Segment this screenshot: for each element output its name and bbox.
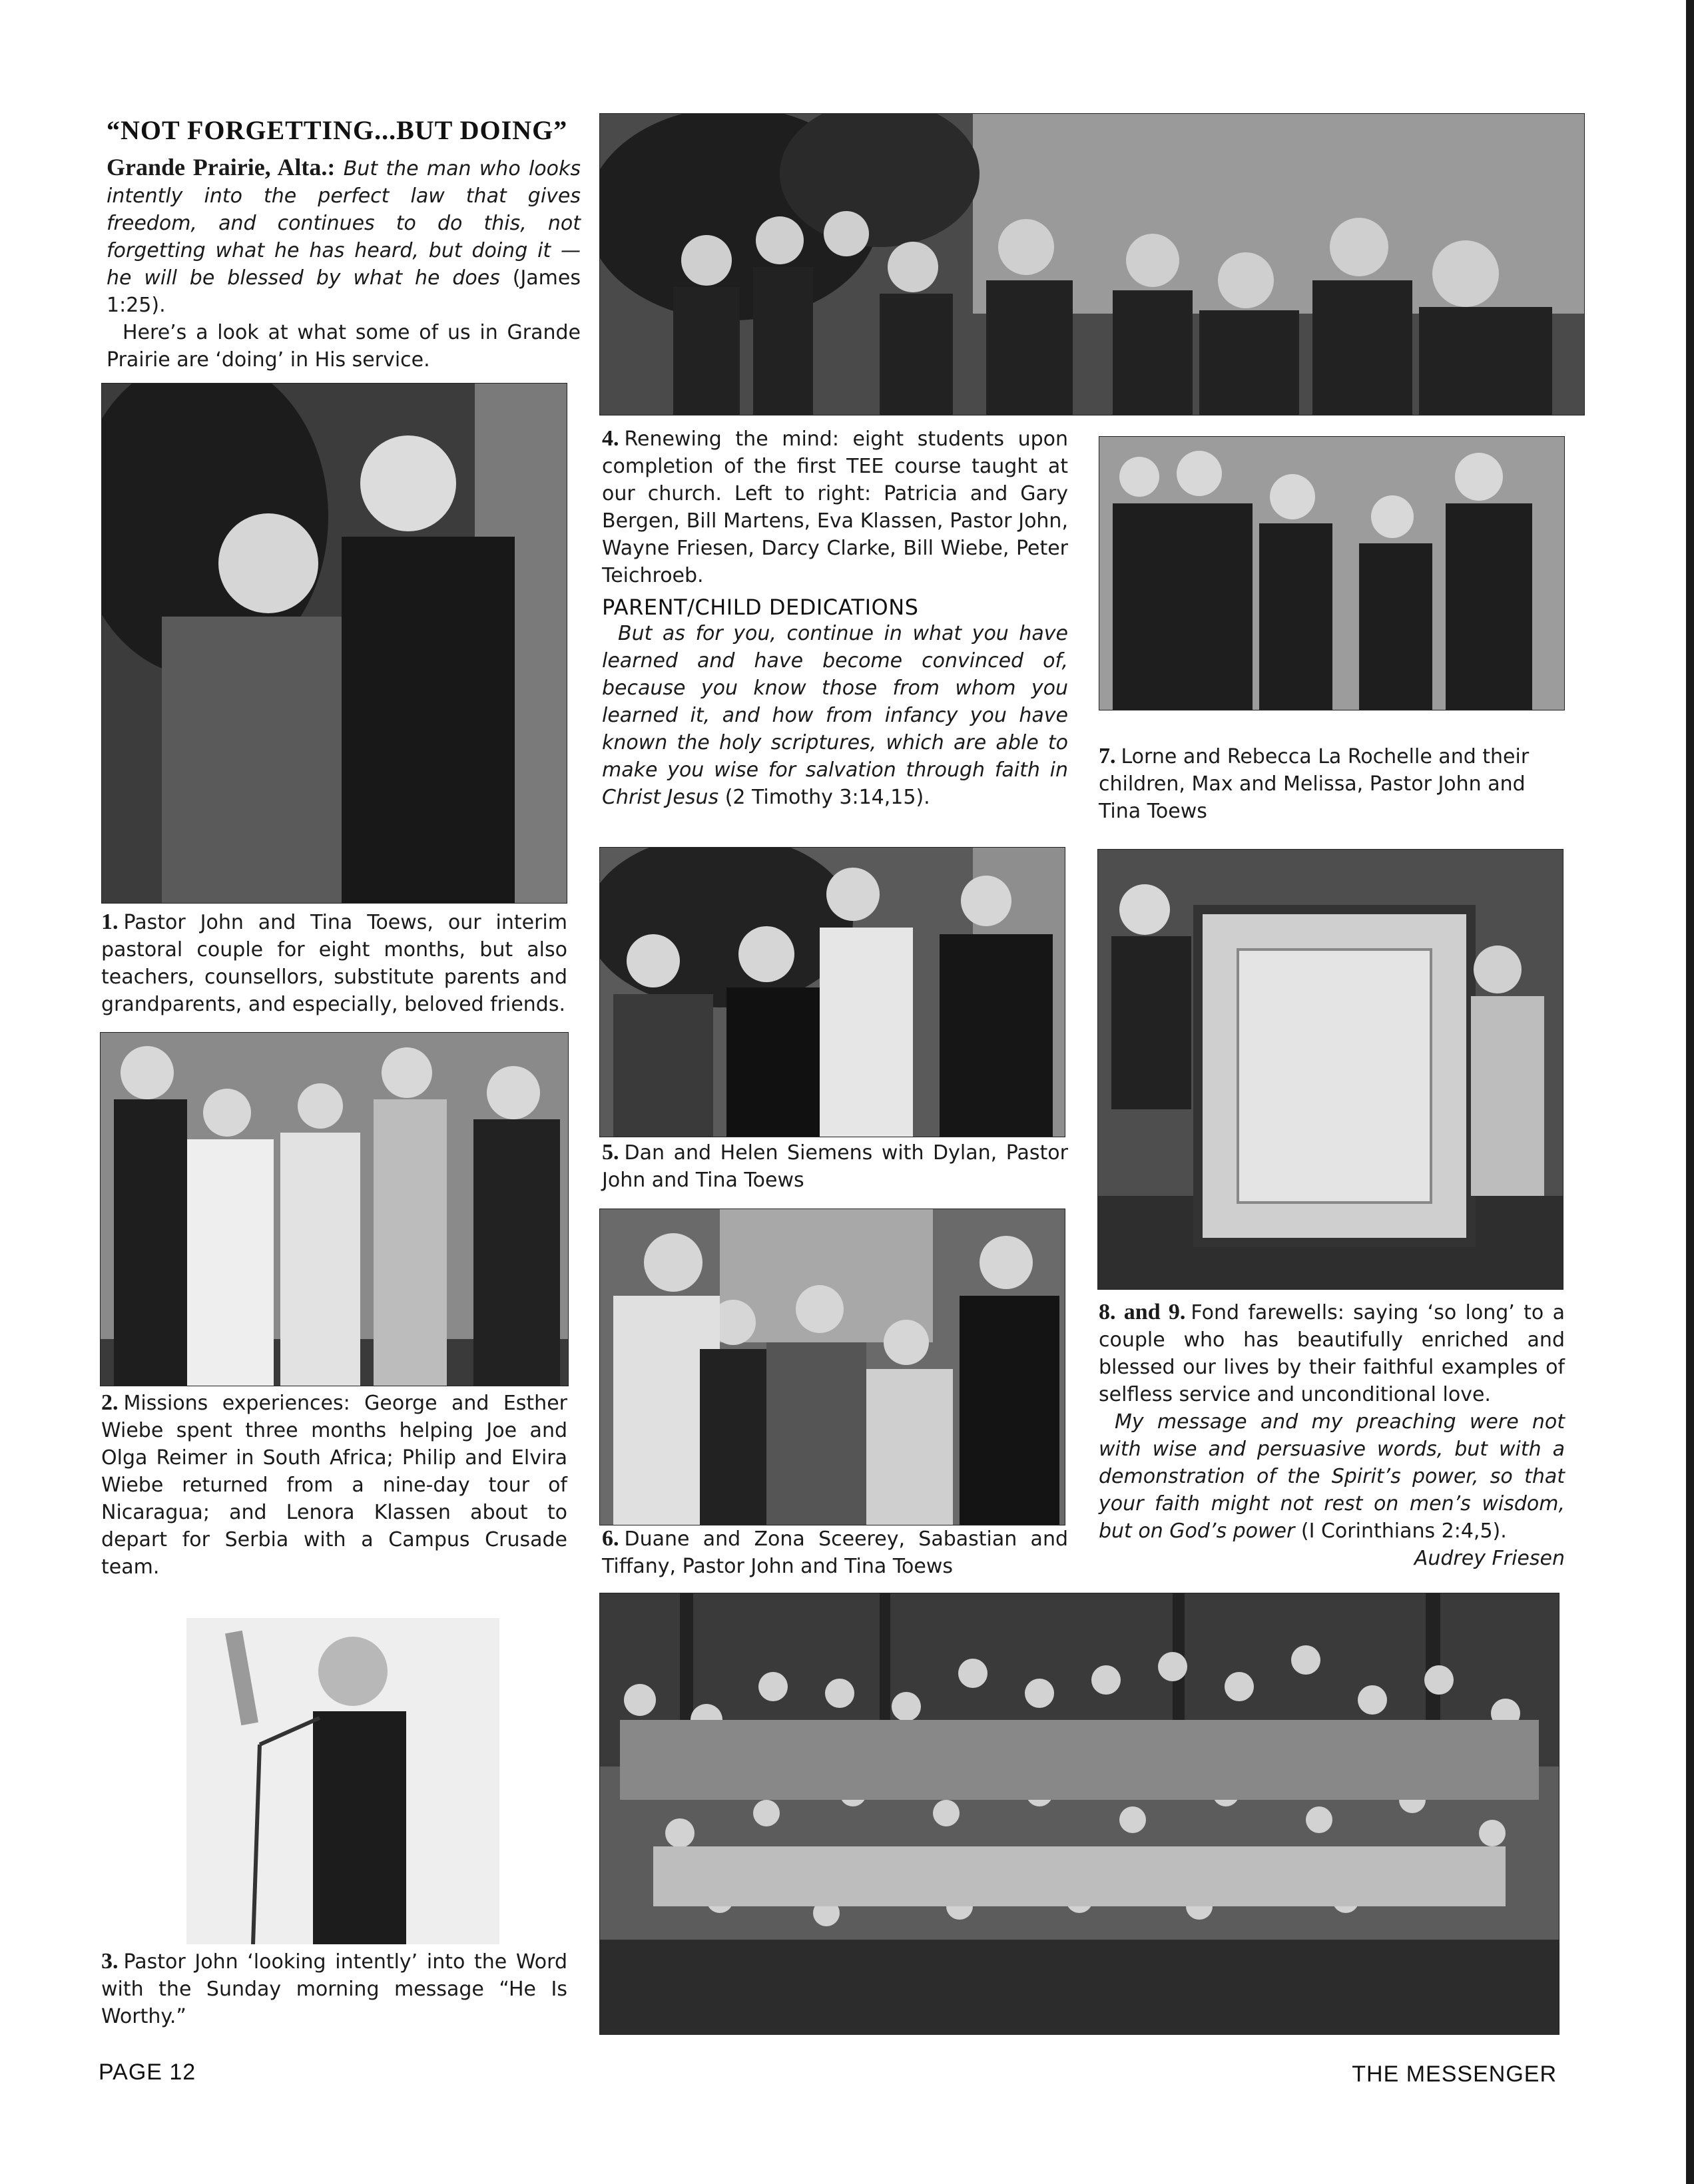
intro-quote: But the man who looks intently into the perfect law that gives freedom, and continues to do this, not forgetting what he has heard, but doing it — he will be blessed by what he does <box>107 157 581 290</box>
intro-paragraph: Here’s a look at what some of us in Grande Prairie are ‘doing’ in His service. <box>107 321 581 372</box>
photo-7-larochelle-family <box>1099 436 1565 710</box>
caption-1-block <box>101 908 567 1018</box>
photo-4-students <box>599 113 1585 415</box>
dedications-ref: (2 Timothy 3:14,15). <box>724 786 930 809</box>
caption-3 <box>101 1948 567 2030</box>
publication-name: THE MESSENGER <box>1352 2061 1557 2087</box>
caption-6-number: 6. <box>602 1526 619 1551</box>
photo-8-9-farewell-quilt <box>1097 849 1563 1290</box>
caption-7 <box>1099 742 1565 825</box>
photo-6-sceerey-dedication <box>599 1209 1065 1525</box>
caption-1-text: Pastor John and Tina Toews, our interim pastoral couple for eight months, but also teachers, counsellors, substitute parents and grandparents, and especially, beloved friends. <box>101 911 567 1016</box>
caption-4-number: 4. <box>602 426 619 451</box>
caption-7-block <box>1099 742 1565 825</box>
caption-2-block <box>101 1389 567 1581</box>
dedications-quote: But as for you, continue in what you have learned and have become convinced of, because you know those from whom you learned it, and how from infancy you have known the holy scriptures, which are able to make you wise for salvation through faith in Christ Jesus <box>602 622 1068 809</box>
caption-5-text: Dan and Helen Siemens with Dylan, Pastor John and Tina Toews <box>602 1141 1068 1192</box>
headline: “NOT FORGETTING...BUT DOING” <box>107 115 568 145</box>
caption-5-block <box>602 1139 1068 1194</box>
photo-3-pastor-preaching <box>186 1618 499 1944</box>
caption-5 <box>602 1139 1068 1194</box>
closing-quote: My message and my preaching were not with wise and persuasive words, but with a demonstration of the Spirit’s power, so that your faith might not rest on men’s wisdom, but on God’s power <box>1099 1410 1565 1543</box>
caption-3-number: 3. <box>101 1949 119 1974</box>
caption-2-number: 2. <box>101 1390 119 1415</box>
caption-8-9-number: 8. and 9. <box>1099 1300 1186 1324</box>
caption-8-9-block <box>1099 1298 1565 1572</box>
page-number: PAGE 12 <box>99 2059 196 2085</box>
intro-quote-ref: (James 1:25). <box>107 266 581 317</box>
middle-text-block <box>602 425 1068 811</box>
closing-paragraph <box>1099 1408 1565 1545</box>
caption-7-text: Lorne and Rebecca La Rochelle and their children, Max and Melissa, Pastor John and Tina Toews <box>1099 745 1530 823</box>
caption-6-block <box>602 1525 1068 1580</box>
photo-1-pastor-couple <box>101 383 567 904</box>
caption-1 <box>101 908 567 1018</box>
caption-4 <box>602 425 1068 589</box>
caption-2-text: Missions experiences: George and Esther Wiebe spent three months helping Joe and Olga Reimer in South Africa; Philip and Elvira Wiebe returned from a nine-day tour of Nicaragua; and Lenora Klassen about to depart for Serbia with a Campus Crusade team. <box>101 1392 567 1579</box>
caption-8-9 <box>1099 1298 1565 1408</box>
caption-2 <box>101 1389 567 1581</box>
caption-1-number: 1. <box>101 910 119 934</box>
caption-3-text: Pastor John ‘looking intently’ into the Word with the Sunday morning message “He Is Worthy.” <box>101 1950 567 2028</box>
photo-congregation-group <box>599 1593 1559 2035</box>
caption-8-9-text: Fond farewells: saying ‘so long’ to a couple who has beautifully enriched and blessed our lives by their faithful examples of selfless service and unconditional love. <box>1099 1301 1565 1406</box>
caption-7-number: 7. <box>1099 744 1116 768</box>
caption-3-block <box>101 1948 567 2030</box>
caption-6 <box>602 1525 1068 1580</box>
photo-2-missions <box>100 1032 569 1386</box>
caption-5-number: 5. <box>602 1140 619 1165</box>
location: Grande Prairie, Alta.: <box>107 154 336 180</box>
article-intro <box>107 115 581 374</box>
caption-4-text: Renewing the mind: eight students upon completion of the first TEE course taught at our church. Left to right: Patricia and Gary Bergen, Bill Martens, Eva Klassen, Pastor John, Wayne Friesen, Darcy Clarke, Bill Wiebe, Peter Teichroeb. <box>602 427 1068 587</box>
dedications-paragraph <box>602 620 1068 811</box>
photo-5-siemens-dedication <box>599 847 1065 1137</box>
caption-6-text: Duane and Zona Sceerey, Sabastian and Tiffany, Pastor John and Tina Toews <box>602 1527 1068 1578</box>
page-edge <box>1686 0 1694 2184</box>
closing-ref: (I Corinthians 2:4,5). <box>1300 1519 1507 1543</box>
dedications-heading: PARENT/CHILD DEDICATIONS <box>602 595 919 620</box>
author-signature: Audrey Friesen <box>1414 1547 1565 1570</box>
intro-quote-paragraph <box>107 154 581 319</box>
